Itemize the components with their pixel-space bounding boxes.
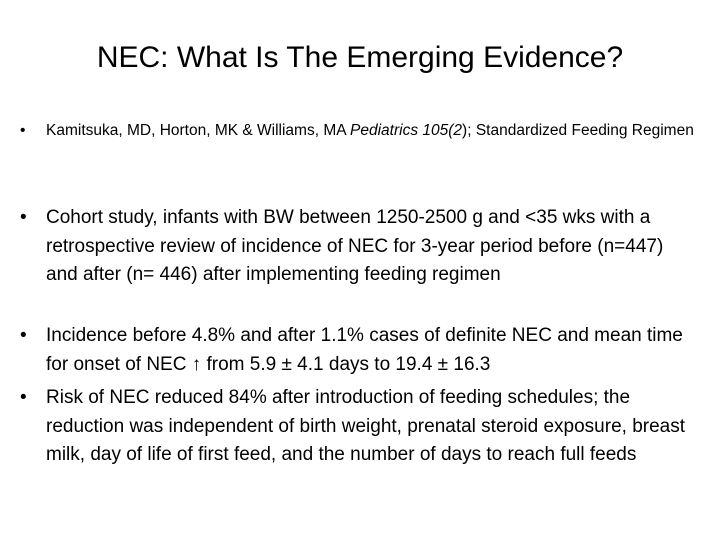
bullet-text: Risk of NEC reduced 84% after introduction of feeding schedules; the reduction was independent of birth weight, prenatal steroid exposure, breast milk, day of life of first feed, and the number of days to reach full feeds (46, 387, 686, 466)
bullet-marker: • (20, 325, 27, 346)
citation-title: ; Standardized Feeding Regimen (467, 122, 694, 139)
bullet-marker: • (20, 387, 27, 408)
bullet-marker: • (20, 122, 26, 139)
citation-journal: Pediatrics 105(2 (350, 122, 463, 139)
citation-authors: Kamitsuka, MD, Horton, MK & Williams, MA (46, 122, 351, 139)
bullet-cohort-study (20, 204, 700, 290)
slide-title: NEC: What Is The Emerging Evidence? (96, 41, 624, 74)
bullet-incidence (20, 322, 700, 379)
bullet-marker: • (20, 207, 27, 228)
citation-text (46, 120, 700, 142)
bullet-text: Cohort study, infants with BW between 1250-2500 g and <35 wks with a retrospective review of incidence of NEC for 3-year period before (n=447) and after (n= 446) after implementing feeding regimen (46, 207, 664, 286)
bullet-text: Incidence before 4.8% and after 1.1% cases of definite NEC and mean time for onset of NEC ↑ from 5.9 ± 4.1 days to 19.4 ± 16.3 (46, 325, 683, 375)
citation-bullet (20, 120, 700, 142)
citation-close-paren: ) (462, 122, 468, 139)
bullet-risk-reduction (20, 384, 700, 470)
